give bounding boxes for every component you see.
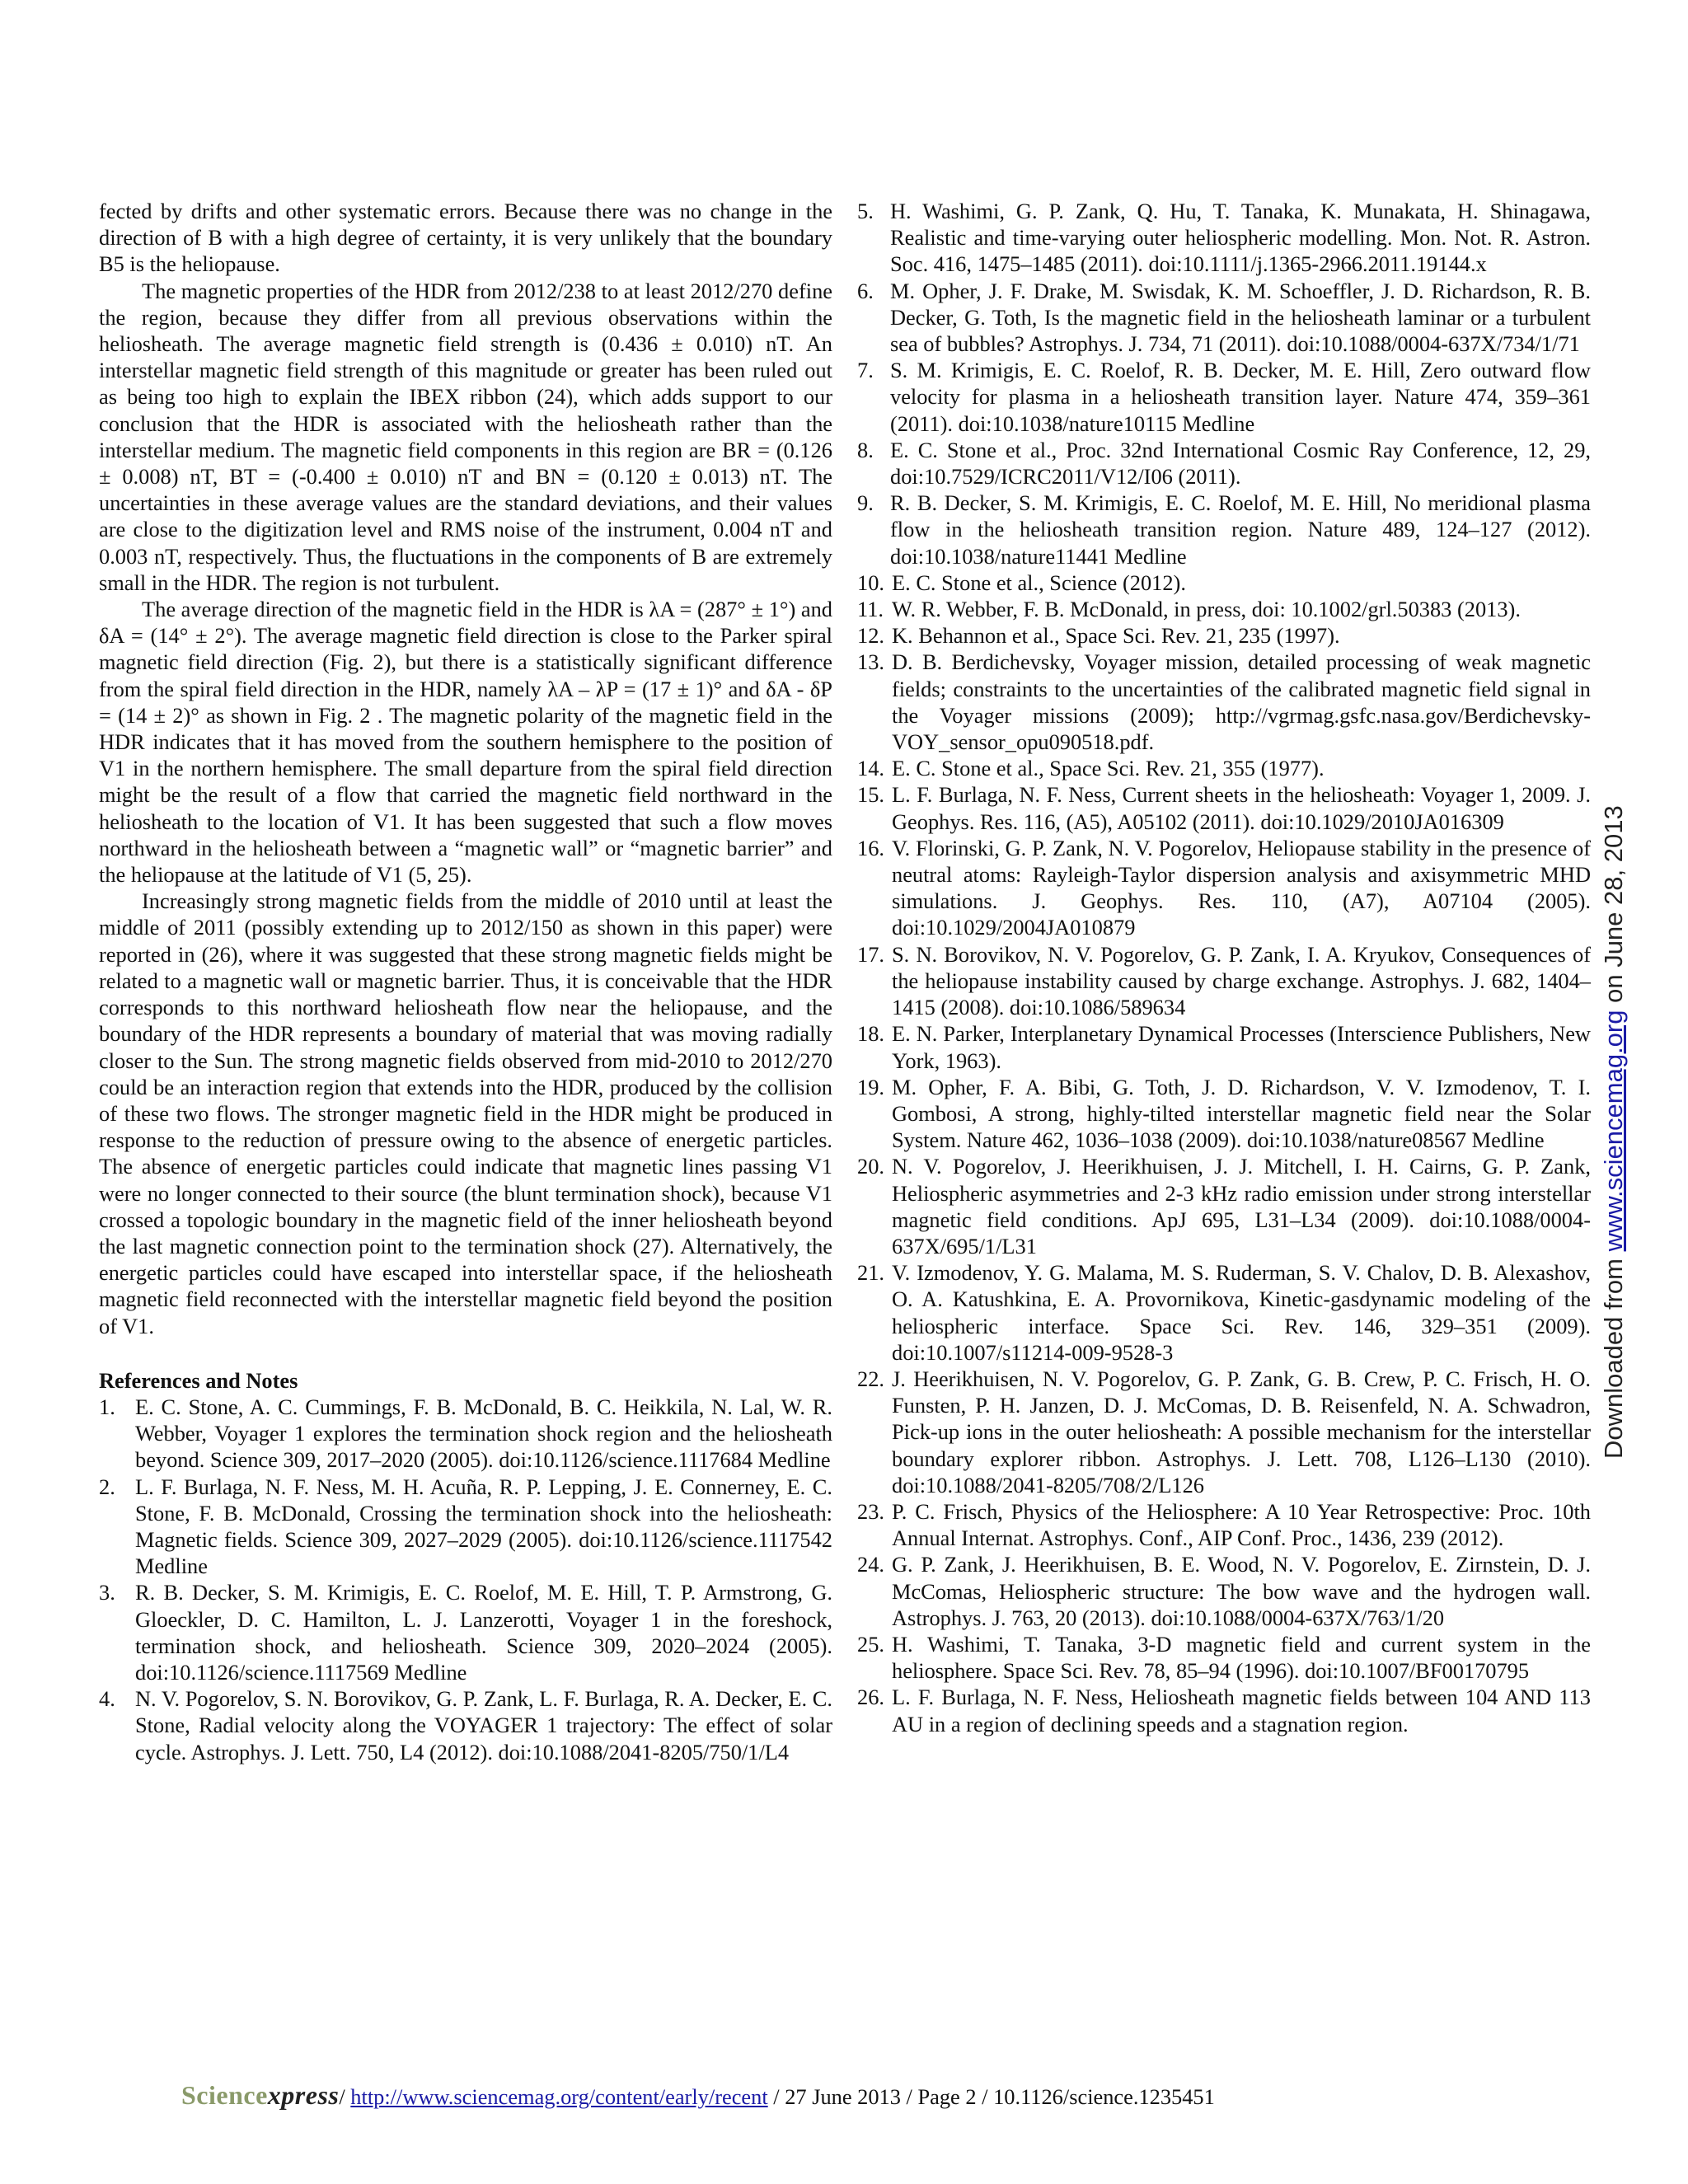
reference-list (857, 198, 1591, 1737)
reference-item (857, 1551, 1591, 1631)
right-column (857, 198, 1591, 1737)
reference-list (99, 1394, 832, 1765)
reference-item (857, 781, 1591, 834)
reference-item (99, 1474, 832, 1580)
body-paragraph: The magnetic properties of the HDR from 2012/238 to at least 2012/270 define the region, because they differ from all previous observations within the heliosheath. The average magnetic field strength is (0.436 ± 0.010) nT. An interstellar magnetic field strength of this magnitude or greater has been ruled out as being too high to explain the IBEX ribbon (24), which adds support to our conclusion that the HDR is associated with the heliosheath rather than the interstellar medium. The magnetic field components in this region are BR = (0.126 ± 0.008) nT, BT = (-0.400 ± 0.010) nT and BN = (0.120 ± 0.013) nT. The uncertainties in these average values are the standard deviations, and their values are close to the digitization level and RMS noise of the instrument, 0.004 nT and 0.003 nT, respectively. Thus, the fluctuations in the components of B are extremely small in the HDR. The region is not turbulent. (99, 278, 832, 595)
reference-text: M. Opher, F. A. Bibi, G. Toth, J. D. Richardson, V. V. Izmodenov, T. I. Gombosi, A strong, highly-tilted interstellar magnetic field near the Solar System. Nature 462, 1036–1038 (2009). doi:10.1038/nature08567 Medline (892, 1074, 1591, 1153)
reference-text: L. F. Burlaga, N. F. Ness, M. H. Acuña, R. P. Lepping, J. E. Connerney, E. C. Stone, F. B. McDonald, Crossing the termination shock into the heliosheath: Magnetic fields. Science 309, 2027–2029 (2005). doi:10.1126/science.1117542 Medline (135, 1474, 832, 1579)
reference-item (857, 622, 1591, 649)
reference-text: H. Washimi, T. Tanaka, 3-D magnetic field and current system in the heliosphere. Space Sci. Rev. 78, 85–94 (1996). doi:10.1007/BF00170795 (892, 1631, 1591, 1684)
reference-number: 6. (857, 278, 874, 303)
reference-number: 15. (857, 782, 884, 808)
reference-text: R. B. Decker, S. M. Krimigis, E. C. Roelof, M. E. Hill, No meridional plasma flow in the heliosheath transition region. Nature 489, 124–127 (2012). doi:10.1038/nature11441 Medline (890, 490, 1591, 569)
reference-number: 16. (857, 835, 884, 860)
body-paragraph: fected by drifts and other systematic errors. Because there was no change in the direction of B with a high degree of certainty, it is very unlikely that the boundary B5 is the heliopause. (99, 199, 832, 277)
reference-item (857, 1259, 1591, 1366)
reference-number: 17. (857, 941, 884, 967)
reference-item (857, 1631, 1591, 1684)
reference-number: 26. (857, 1685, 884, 1710)
reference-text: E. N. Parker, Interplanetary Dynamical Processes (Interscience Publishers, New York, 1963). (892, 1021, 1591, 1073)
reference-item (857, 1020, 1591, 1073)
reference-text: G. P. Zank, J. Heerikhuisen, B. E. Wood, N. V. Pogorelov, E. Zirnstein, D. J. McComas, Heliospheric structure: The bow wave and the hydrogen wall. Astrophys. J. 763, 20 (2013). doi:10.1088/0004-637X/763/1/20 (892, 1552, 1591, 1630)
reference-number: 25. (857, 1631, 884, 1657)
reference-text: L. F. Burlaga, N. F. Ness, Heliosheath magnetic fields between 104 AND 113 AU in a region of declining speeds and a stagnation region. (892, 1685, 1591, 1736)
reference-number: 11. (857, 597, 884, 622)
download-watermark (1599, 635, 1632, 1459)
body-paragraph: Increasingly strong magnetic fields from the middle of 2010 until at least the middle of 2011 (possibly extending up to 2012/150 as shown in this paper) were reported in (26), where it was suggested that these strong magnetic fields might be related to a magnetic wall or magnetic barrier. Thus, it is conceivable that the HDR corresponds to this northward heliosheath flow near the heliopause, and the boundary of the HDR represents a boundary of material that was moving radially closer to the Sun. The strong magnetic fields observed from mid-2010 to 2012/270 could be an interaction region that extends into the HDR, produced by the collision of these two flows. The stronger magnetic field in the HDR might be produced in response to the reduction of pressure owing to the absence of energetic particles. The absence of energetic particles could indicate that magnetic lines passing V1 were no longer connected to their source (the blunt termination shock), because V1 crossed a topologic boundary in the magnetic field of the inner heliosheath beyond the last magnetic connection point to the termination shock (27). Alternatively, the energetic particles could have escaped into interstellar space, if the heliosheath magnetic field reconnected with the interstellar magnetic field beyond the position of V1. (99, 888, 832, 1338)
reference-text: L. F. Burlaga, N. F. Ness, Current sheets in the heliosheath: Voyager 1, 2009. J. Geophys. Res. 116, (A5), A05102 (2011). doi:10.1029/2010JA016309 (892, 782, 1591, 834)
reference-text: J. Heerikhuisen, N. V. Pogorelov, G. P. Zank, G. B. Crew, P. C. Frisch, H. O. Funsten, P. H. Janzen, D. J. McComas, D. B. Reisenfeld, N. A. Schwadron, Pick-up ions in the outer heliosheath: A possible mechanism for the interstellar boundary explorer ribbon. Astrophys. J. Lett. 708, L126–L130 (2010). doi:10.1088/2041-8205/708/2/L126 (892, 1366, 1591, 1497)
reference-number: 19. (857, 1074, 884, 1099)
reference-item (857, 437, 1591, 490)
reference-number: 2. (99, 1474, 115, 1499)
reference-number: 12. (857, 623, 884, 649)
reference-item (857, 649, 1591, 755)
reference-item (857, 1074, 1591, 1154)
reference-item (857, 1153, 1591, 1259)
reference-text: V. Izmodenov, Y. G. Malama, M. S. Ruderman, S. V. Chalov, D. B. Alexashov, O. A. Katushkina, E. A. Provornikova, Kinetic-gasdynamic modeling of the heliospheric interface. Space Sci. Rev. 146, 329–351 (2009). doi:10.1007/s11214-009-9528-3 (892, 1260, 1591, 1365)
reference-number: 14. (857, 756, 884, 781)
reference-item (857, 1684, 1591, 1736)
footer-url-link[interactable]: http://www.sciencemag.org/content/early/recent (350, 2084, 768, 2109)
reference-number: 22. (857, 1366, 884, 1391)
reference-text: V. Florinski, G. P. Zank, N. V. Pogorelov, Heliopause stability in the presence of neutral atoms: Rayleigh-Taylor dispersion analysis and axisymmetric MHD simulations. J. Geophys. Res. 110, (A7), A07104 (2005). doi:10.1029/2004JA010879 (892, 835, 1591, 940)
reference-number: 8. (857, 437, 874, 462)
page-footer (181, 2080, 1215, 2111)
reference-text: E. C. Stone et al., Proc. 32nd International Cosmic Ray Conference, 12, 29, doi:10.7529/ICRC2011/V12/I06 (2011). (890, 437, 1591, 490)
science-express-logo: Sciencexpress (181, 2080, 340, 2110)
reference-text: R. B. Decker, S. M. Krimigis, E. C. Roelof, M. E. Hill, T. P. Armstrong, G. Gloeckler, D. C. Hamilton, L. J. Lanzerotti, Voyager 1 in the foreshock, termination shock, and heliosheath. Science 309, 2020–2024 (2005). doi:10.1126/science.1117569 Medline (135, 1580, 832, 1685)
footer-citation: / 27 June 2013 / Page 2 / 10.1126/science.1235451 (767, 2084, 1215, 2109)
left-column (99, 198, 832, 1765)
footer-separator: / (339, 2084, 351, 2109)
reference-item (99, 1685, 832, 1765)
reference-number: 23. (857, 1498, 884, 1524)
reference-item (857, 835, 1591, 941)
reference-text: S. N. Borovikov, N. V. Pogorelov, G. P. Zank, I. A. Kryukov, Consequences of the heliopause instability caused by charge exchange. Astrophys. J. 682, 1404–1415 (2008). doi:10.1086/589634 (892, 941, 1591, 1020)
reference-text: N. V. Pogorelov, S. N. Borovikov, G. P. Zank, L. F. Burlaga, R. A. Decker, E. C. Stone, Radial velocity along the VOYAGER 1 trajectory: The effect of solar cycle. Astrophys. J. Lett. 750, L4 (2012). doi:10.1088/2041-8205/750/1/L4 (135, 1686, 832, 1765)
watermark-suffix: on June 28, 2013 (1599, 805, 1628, 1010)
reference-item (857, 941, 1591, 1021)
reference-number: 21. (857, 1260, 884, 1286)
reference-number: 7. (857, 358, 874, 383)
references-heading: References and Notes (99, 1367, 298, 1393)
reference-number: 20. (857, 1154, 884, 1179)
reference-text: W. R. Webber, F. B. McDonald, in press, doi: 10.1002/grl.50383 (2013). (892, 597, 1521, 622)
body-paragraph: The average direction of the magnetic field in the HDR is λA = (287° ± 1°) and δA = (14° ± 2°). The average magnetic field direction is close to the Parker spiral magnetic field direction (Fig. 2), but there is a statistically significant difference from the spiral field direction in the HDR, namely λA – λP = (17 ± 1)° and δA - δP = (14 ± 2)° as shown in Fig. 2 . The magnetic polarity of the magnetic field in the HDR indicates that it has moved from the southern hemisphere to the position of V1 in the northern hemisphere. The small departure from the spiral field direction might be the result of a flow that carried the magnetic field northward in the heliosheath to the location of V1. It has been suggested that such a flow moves northward in the heliosheath between a “magnetic wall” or “magnetic barrier” and the heliopause at the latitude of V1 (5, 25). (99, 597, 832, 888)
watermark-link[interactable]: www.sciencemag.org (1599, 1010, 1628, 1252)
reference-number: 4. (99, 1686, 115, 1712)
reference-item (857, 755, 1591, 781)
reference-text: S. M. Krimigis, E. C. Roelof, R. B. Decker, M. E. Hill, Zero outward flow velocity for plasma in a heliosheath transition layer. Nature 474, 359–361 (2011). doi:10.1038/nature10115 Medline (890, 358, 1591, 436)
reference-item (857, 1366, 1591, 1498)
reference-number: 24. (857, 1552, 884, 1577)
reference-number: 18. (857, 1021, 884, 1047)
reference-text: P. C. Frisch, Physics of the Heliosphere: A 10 Year Retrospective: Proc. 10th Annual Internat. Astrophys. Conf., AIP Conf. Proc., 1436, 239 (2012). (892, 1498, 1591, 1551)
watermark-prefix: Downloaded from (1599, 1251, 1628, 1459)
reference-text: E. C. Stone et al., Science (2012). (892, 569, 1186, 595)
reference-number: 3. (99, 1580, 115, 1605)
reference-number: 5. (857, 199, 874, 223)
reference-number: 1. (99, 1394, 115, 1419)
reference-item (99, 1394, 832, 1474)
reference-item (857, 596, 1591, 622)
reference-item (857, 1498, 1591, 1551)
reference-item (857, 569, 1591, 596)
reference-item (857, 278, 1591, 358)
reference-item (857, 198, 1591, 278)
reference-text: K. Behannon et al., Space Sci. Rev. 21, 235 (1997). (892, 623, 1340, 649)
reference-item (857, 490, 1591, 569)
reference-text: E. C. Stone, A. C. Cummings, F. B. McDonald, B. C. Heikkila, N. Lal, W. R. Webber, Voyager 1 explores the termination shock region and the heliosheath beyond. Science 309, 2017–2020 (2005). doi:10.1126/science.1117684 Medline (135, 1394, 832, 1473)
reference-text: D. B. Berdichevsky, Voyager mission, detailed processing of weak magnetic fields; constraints to the uncertainties of the calibrated magnetic field signal in the Voyager missions (2009); http://vgrmag.gsfc.nasa.gov/Berdichevsky-VOY_sensor_opu090518.pdf. (892, 649, 1591, 755)
reference-text: E. C. Stone et al., Space Sci. Rev. 21, 355 (1977). (892, 756, 1325, 781)
reference-number: 10. (857, 569, 884, 595)
reference-text: M. Opher, J. F. Drake, M. Swisdak, K. M. Schoeffler, J. D. Richardson, R. B. Decker, G. Toth, Is the magnetic field in the heliosheath laminar or a turbulent sea of bubbles? Astrophys. J. 734, 71 (2011). doi:10.1088/0004-637X/734/1/71 (890, 278, 1591, 357)
reference-item (857, 357, 1591, 437)
reference-text: N. V. Pogorelov, J. Heerikhuisen, J. J. Mitchell, I. H. Cairns, G. P. Zank, Heliospheric asymmetries and 2-3 kHz radio emission under strong interstellar magnetic field conditions. ApJ 695, L31–L34 (2009). doi:10.1088/0004-637X/695/1/L31 (892, 1154, 1591, 1258)
reference-item (99, 1579, 832, 1685)
reference-text: H. Washimi, G. P. Zank, Q. Hu, T. Tanaka, K. Munakata, H. Shinagawa, Realistic and time-varying outer heliospheric modelling. Mon. Not. R. Astron. Soc. 416, 1475–1485 (2011). doi:10.1111/j.1365-2966.2011.19144.x (890, 199, 1591, 277)
reference-number: 9. (857, 490, 874, 516)
reference-number: 13. (857, 649, 884, 675)
